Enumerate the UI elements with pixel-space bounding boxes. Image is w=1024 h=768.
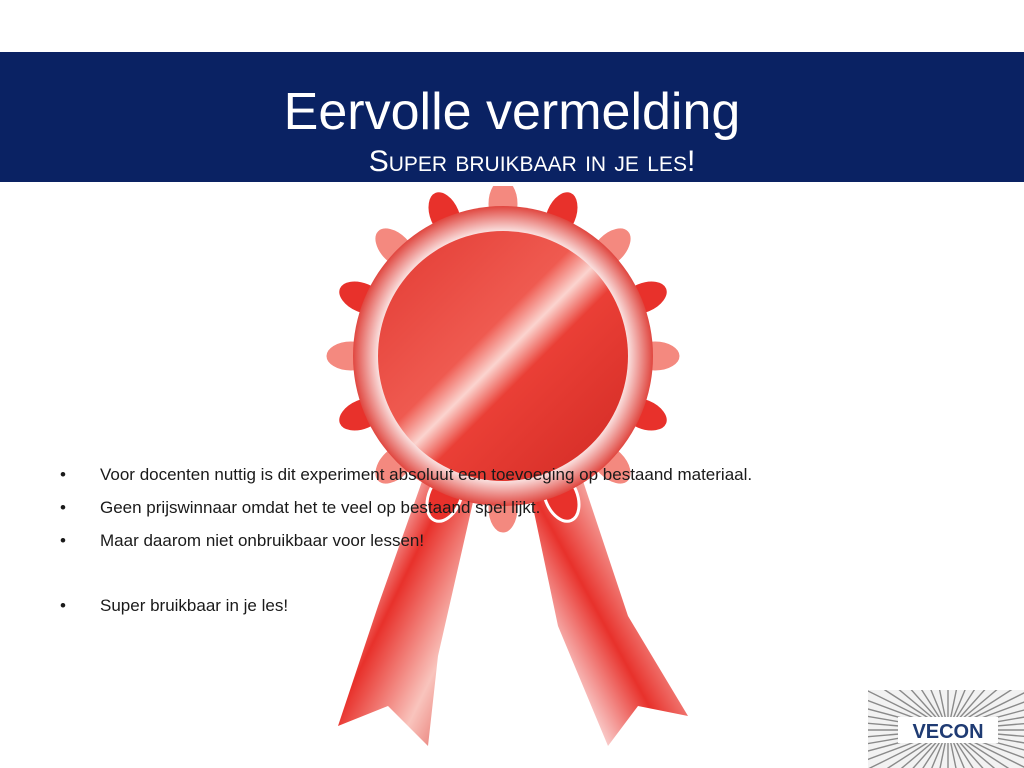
bullet-dot: • (60, 498, 66, 517)
bullet-item (56, 460, 956, 493)
bullet-dot: • (60, 596, 66, 615)
bullet-dot: • (60, 465, 66, 484)
slide-title: Eervolle vermelding (283, 83, 741, 141)
bullet-item (56, 591, 956, 624)
bullet-text: Geen prijswinnaar omdat het te veel op bestaand spel lijkt. (100, 498, 541, 517)
bullet-dot: • (60, 531, 66, 550)
bullet-text: Maar daarom niet onbruikbaar voor lessen! (100, 531, 425, 550)
bullet-text: Super bruikbaar in je les! (100, 596, 289, 615)
vecon-logo (868, 690, 1024, 768)
bullet-item (56, 493, 956, 526)
slide-subtitle: Super bruikbaar in je les! (368, 145, 696, 178)
bullet-text: Voor docenten nuttig is dit experiment absoluut een toevoeging op bestaand materiaal. (100, 465, 753, 484)
bullet-item (56, 526, 956, 559)
bullet-list (56, 460, 956, 624)
logo-text: VECON (912, 721, 984, 743)
